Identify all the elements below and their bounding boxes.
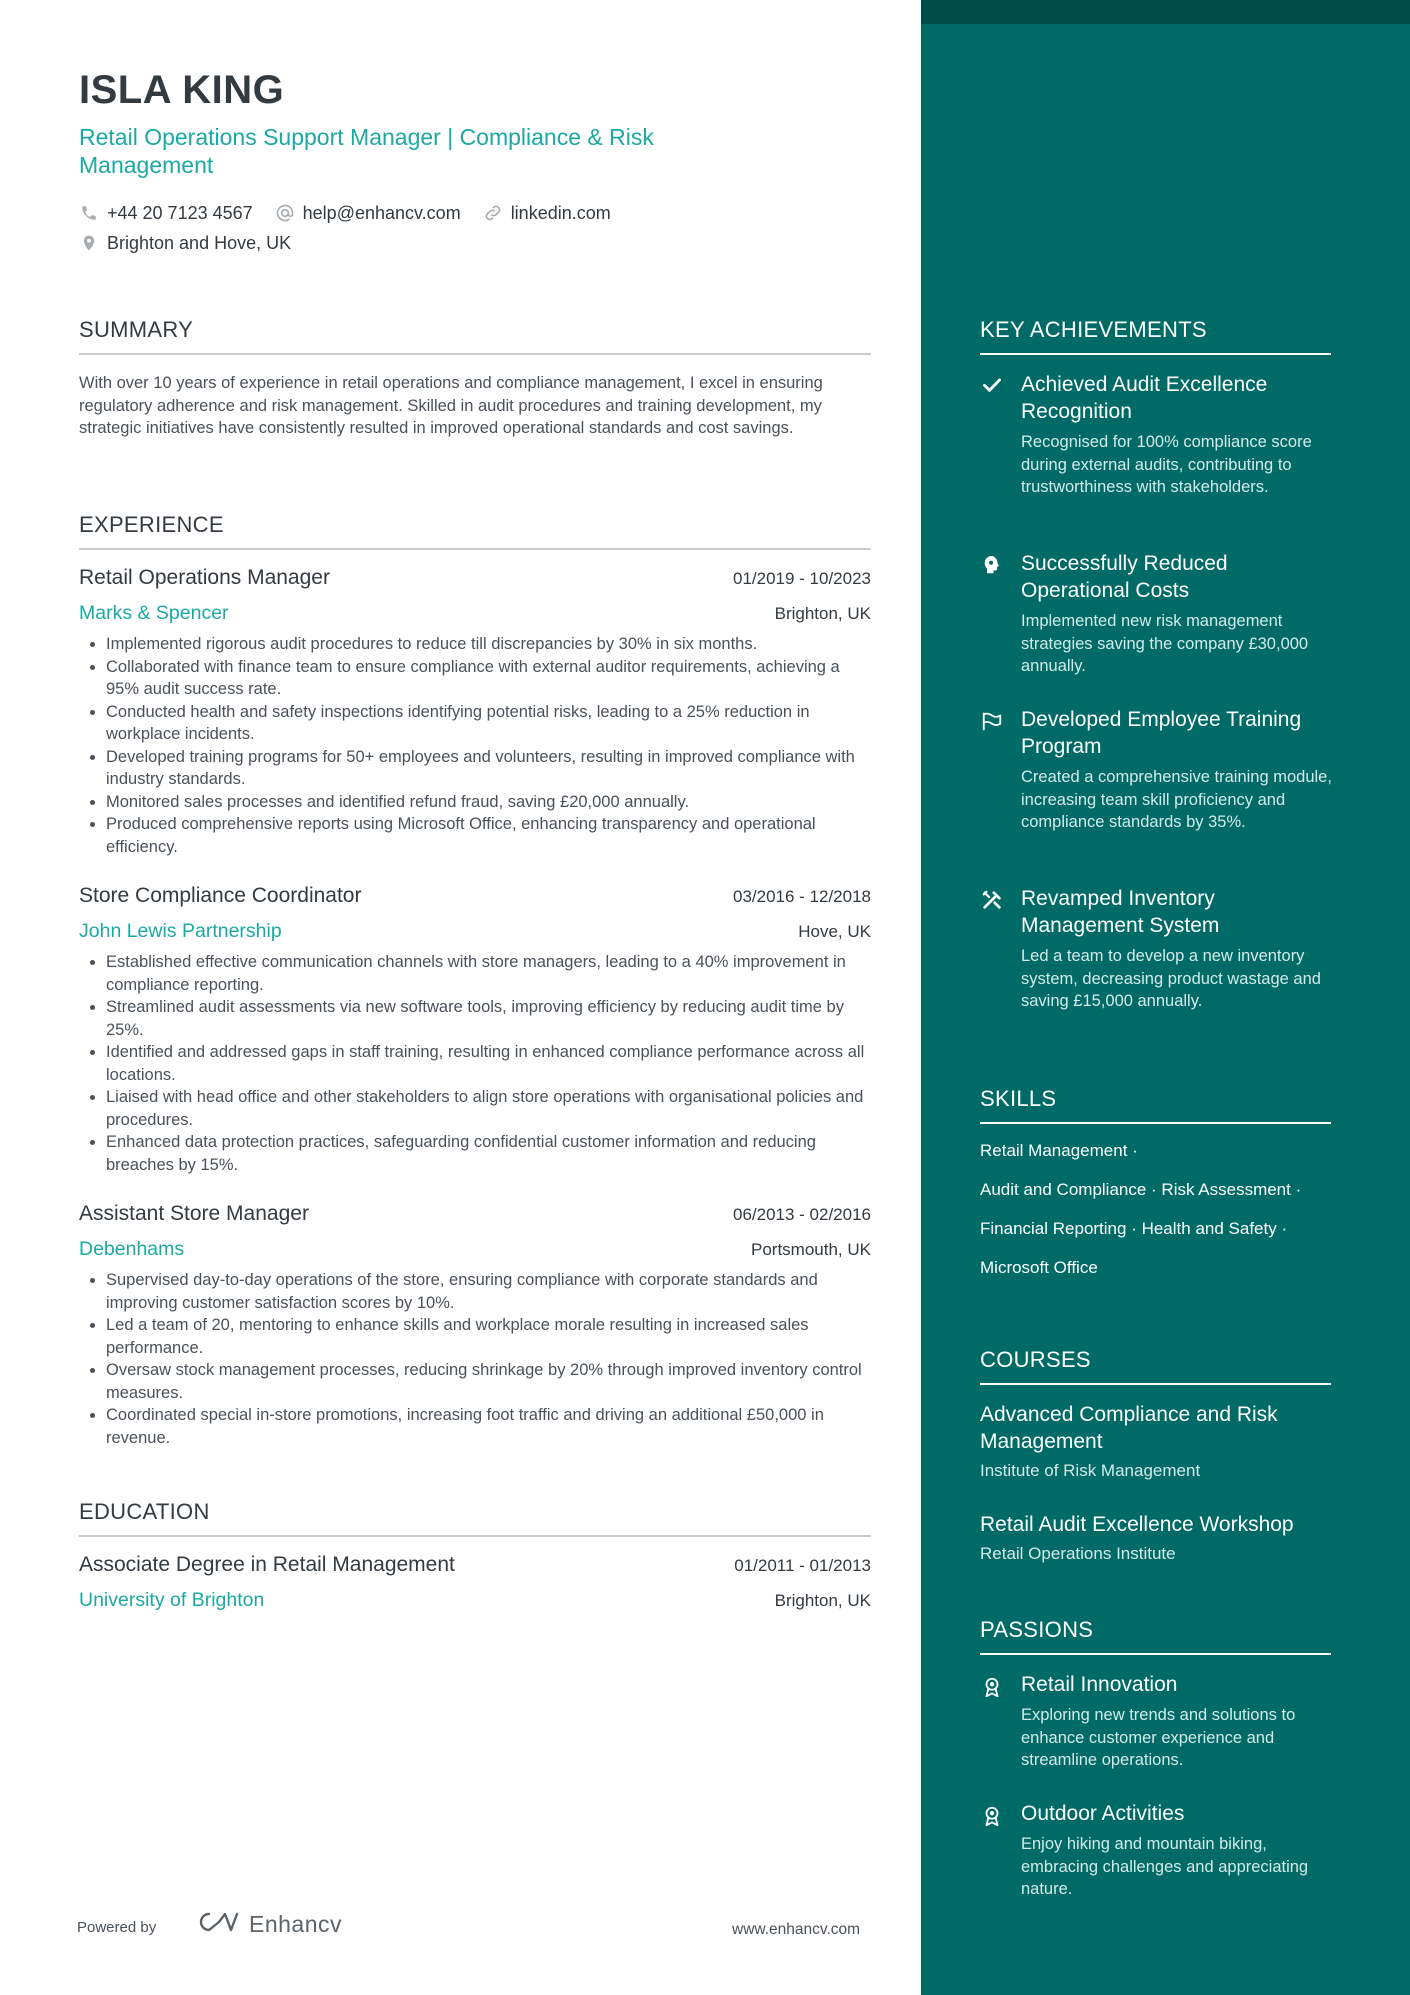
job-bullet: • Identified and addressed gaps in staff training, resulting in enhanced compliance performance across all locations. — [106, 1041, 871, 1086]
skills-heading: SKILLS — [980, 1086, 1331, 1124]
achievement-title: Developed Employee Training Program — [1021, 708, 1302, 758]
job-location: Hove, UK — [798, 922, 871, 941]
at-icon — [275, 203, 295, 223]
job-bullet: • Supervised day-to-day operations of the store, ensuring compliance with corporate standards and improving customer satisfaction scores by 10%. — [106, 1269, 871, 1314]
course-provider: Institute of Risk Management — [980, 1461, 1201, 1480]
job-dates: 03/2016 - 12/2018 — [732, 887, 871, 906]
brain-icon — [980, 554, 1004, 678]
achievement-title: Revamped Inventory Management System — [1021, 887, 1220, 937]
job-bullet: • Coordinated special in-store promotions, increasing foot traffic and driving an additional £50,000 in revenue. — [106, 1404, 871, 1449]
job-entry — [79, 884, 871, 1176]
job-bullet: • Oversaw stock management processes, reducing shrinkage by 20% through improved inventory control measures. — [106, 1359, 871, 1404]
enhancv-logo[interactable] — [195, 1910, 342, 1939]
summary-text: With over 10 years of experience in retail operations and compliance management, I excel in ensuring regulatory adherence and risk management. Skilled in audit procedures and training development, my strategic initiatives have consistently resulted in improved operational standards and cost savings. — [79, 374, 823, 437]
phone-icon — [79, 203, 99, 223]
job-bullet: • Enhanced data protection practices, safeguarding confidential customer information and reducing breaches by 15%. — [106, 1131, 871, 1176]
powered-by-label: Powered by — [77, 1919, 157, 1936]
job-entry — [79, 1202, 871, 1449]
sidebar — [921, 0, 1410, 1995]
enhancv-logo-text: Enhancv — [249, 1911, 343, 1937]
job-bullet: • Established effective communication channels with store managers, leading to a 40% improvement in compliance reporting. — [106, 951, 871, 996]
award-icon — [980, 1804, 1004, 1901]
award-icon — [980, 1675, 1004, 1772]
location-pin-icon — [79, 233, 99, 253]
summary-heading: SUMMARY — [79, 317, 871, 355]
course-provider: Retail Operations Institute — [980, 1544, 1176, 1563]
passion-desc: Exploring new trends and solutions to enhance customer experience and streamline operations. — [1021, 1706, 1296, 1769]
candidate-name: ISLA KING — [79, 68, 285, 112]
job-bullet: • Produced comprehensive reports using Microsoft Office, enhancing transparency and operational efficiency. — [106, 813, 871, 858]
passion-item — [980, 1671, 1350, 1772]
job-company: John Lewis Partnership — [79, 920, 282, 942]
contact-phone — [79, 203, 253, 224]
candidate-title: Retail Operations Support Manager | Compliance & Risk Management — [79, 124, 654, 178]
course-item — [980, 1401, 1340, 1481]
skill-row: Financial Reporting · Health and Safety · — [980, 1219, 1288, 1238]
job-title: Assistant Store Manager — [79, 1202, 309, 1225]
achievement-title: Successfully Reduced Operational Costs — [1021, 552, 1228, 602]
job-bullet: • Collaborated with finance team to ensure compliance with external auditor requirements, achieving a 95% audit success rate. — [106, 656, 871, 701]
skills-list — [980, 1137, 1360, 1293]
education-location: Brighton, UK — [774, 1591, 871, 1610]
job-bullet: • Monitored sales processes and identified refund fraud, saving £20,000 annually. — [106, 791, 871, 814]
job-bullets — [79, 951, 871, 1176]
website-link[interactable]: www.enhancv.com — [732, 1921, 861, 1938]
achievement-item — [980, 706, 1350, 834]
job-company: Debenhams — [79, 1238, 185, 1260]
job-bullets — [79, 1269, 871, 1449]
course-title: Retail Audit Excellence Workshop — [980, 1513, 1294, 1536]
passion-item — [980, 1800, 1350, 1901]
flag-icon — [980, 710, 1004, 834]
achievement-title: Achieved Audit Excellence Recognition — [1021, 373, 1268, 423]
course-item — [980, 1511, 1340, 1564]
job-bullet: • Developed training programs for 50+ employees and volunteers, resulting in improved compliance with industry standards. — [106, 746, 871, 791]
email-text: help@enhancv.com — [302, 202, 461, 223]
education-entry — [79, 1553, 871, 1612]
job-bullet: • Led a team of 20, mentoring to enhance skills and workplace morale resulting in increased sales performance. — [106, 1314, 871, 1359]
passion-title: Outdoor Activities — [1021, 1802, 1185, 1825]
job-location: Portsmouth, UK — [751, 1240, 871, 1259]
job-bullets — [79, 633, 871, 858]
job-location: Brighton, UK — [774, 604, 871, 623]
contact-linkedin[interactable] — [483, 203, 611, 224]
job-bullet: • Streamlined audit assessments via new software tools, improving efficiency by reducing audit time by 25%. — [106, 996, 871, 1041]
check-icon — [980, 375, 1004, 499]
job-dates: 01/2019 - 10/2023 — [732, 569, 871, 588]
course-title: Advanced Compliance and Risk Management — [980, 1403, 1278, 1453]
education-dates: 01/2011 - 01/2013 — [734, 1556, 871, 1575]
contact-location — [79, 233, 291, 254]
job-entry — [79, 566, 871, 858]
job-title: Retail Operations Manager — [79, 566, 330, 589]
courses-heading: COURSES — [980, 1347, 1331, 1385]
achievement-item — [980, 371, 1350, 499]
achievement-item — [980, 885, 1350, 1013]
sidebar-top-band — [921, 0, 1410, 24]
achievement-desc: Recognised for 100% compliance score during external audits, contributing to trustworthiness with stakeholders. — [1021, 433, 1312, 496]
tools-icon — [980, 889, 1004, 1013]
job-dates: 06/2013 - 02/2016 — [732, 1205, 871, 1224]
degree-title: Associate Degree in Retail Management — [79, 1553, 455, 1576]
job-bullet: • Liaised with head office and other stakeholders to align store operations with organisational policies and procedures. — [106, 1086, 871, 1131]
skill-row: Microsoft Office — [980, 1258, 1098, 1277]
skill-row: Audit and Compliance · Risk Assessment · — [980, 1180, 1302, 1199]
achievement-desc: Created a comprehensive training module, increasing team skill proficiency and compliance standards by 35%. — [1021, 768, 1332, 831]
school-name: University of Brighton — [79, 1589, 265, 1611]
achievements-heading: KEY ACHIEVEMENTS — [980, 317, 1331, 355]
link-icon — [483, 203, 503, 223]
passion-title: Retail Innovation — [1021, 1673, 1178, 1696]
passion-desc: Enjoy hiking and mountain biking, embracing challenges and appreciating nature. — [1021, 1835, 1309, 1898]
achievement-desc: Led a team to develop a new inventory system, decreasing product wastage and saving £15,000 annually. — [1021, 947, 1321, 1010]
achievement-item — [980, 550, 1350, 678]
achievement-desc: Implemented new risk management strategies saving the company £30,000 annually. — [1021, 612, 1309, 675]
job-bullet: • Implemented rigorous audit procedures to reduce till discrepancies by 30% in six months. — [106, 633, 871, 656]
job-company: Marks & Spencer — [79, 602, 229, 624]
passions-heading: PASSIONS — [980, 1617, 1331, 1655]
skill-row: Retail Management · — [980, 1141, 1138, 1160]
job-bullet: • Conducted health and safety inspections identifying potential risks, leading to a 25% reduction in workplace incidents. — [106, 701, 871, 746]
education-heading: EDUCATION — [79, 1499, 871, 1537]
linkedin-text: linkedin.com — [510, 202, 611, 223]
phone-text: +44 20 7123 4567 — [107, 202, 253, 223]
job-title: Store Compliance Coordinator — [79, 884, 362, 907]
experience-heading: EXPERIENCE — [79, 512, 871, 550]
location-text: Brighton and Hove, UK — [107, 232, 292, 253]
contact-info — [79, 198, 779, 258]
contact-email[interactable] — [275, 203, 461, 224]
enhancv-logo-icon — [195, 1910, 239, 1939]
